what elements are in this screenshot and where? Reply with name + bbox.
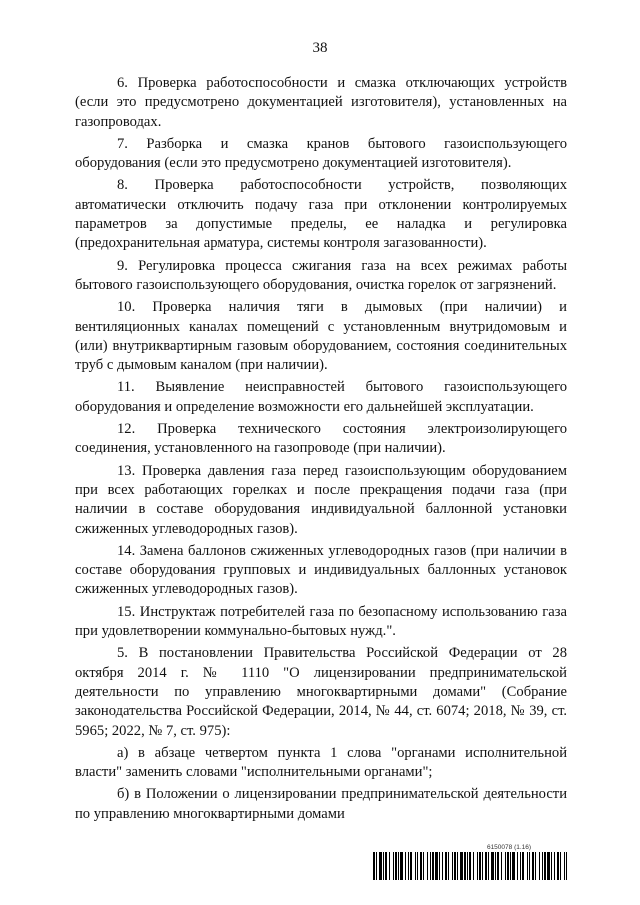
paragraph-item-11: 11. Выявление неисправностей бытового газоиспользующего оборудования и определение возможности его дальнейшей эксплуатации. bbox=[75, 379, 567, 415]
paragraph-item-9: 9. Регулировка процесса сжигания газа на всех режимах работы бытового газоиспользующего оборудования, очистка горелок от загрязнений. bbox=[75, 257, 567, 293]
paragraph-item-7: 7. Разборка и смазка кранов бытового газоиспользующего оборудования (если это предусмотрено документацией изготовителя). bbox=[75, 135, 567, 172]
paragraph-subitem-a: а) в абзаце четвертом пункта 1 слова "органами исполнительной власти" заменить словами "исполнительными органами"; bbox=[75, 744, 567, 781]
paragraph-item-8: 8. Проверка работоспособности устройств, позволяющих автоматически отключить подачу газа при отклонении контролируемых параметров за допустимые пределы, ее наладка и регулировка (предохранительная арматура, системы контроля загазованности). bbox=[75, 177, 567, 252]
paragraph-subitem-b: б) в Положении о лицензировании предпринимательской деятельности по управлению многоквартирными домами bbox=[75, 786, 567, 822]
paragraph-item-12: 12. Проверка технического состояния электроизолирующего соединения, установленного на газопроводе (при наличии). bbox=[75, 421, 567, 457]
paragraph-item-6: 6. Проверка работоспособности и смазка отключающих устройств (если это предусмотрено документацией изготовителя), установленных на газопроводах. bbox=[75, 75, 567, 130]
page-number: 38 bbox=[312, 40, 328, 56]
paragraph-item-15: 15. Инструктаж потребителей газа по безопасному использованию газа при удовлетворении коммунально-бытовых нужд.". bbox=[75, 603, 567, 640]
paragraph-item-10: 10. Проверка наличия тяги в дымовых (при наличии) и вентиляционных каналах помещений с установленным внутридомовым и (или) внутриквартирным газовым оборудованием, состояния соединительных труб с дымовым каналом (при наличии). bbox=[75, 299, 567, 374]
paragraph-section-5: 5. В постановлении Правительства Российской Федерации от 28 октября 2014 г. № 1110 "О лицензировании предпринимательской деятельности по управлению многоквартирными домами" (Собрание законодательства Российской Федерации, 2014, № 44, ст. 6074; 2018, № 39, ст. 5965; 2022, № 7, ст. 975): bbox=[75, 645, 567, 739]
paragraph-item-14: 14. Замена баллонов сжиженных углеводородных газов (при наличии в составе оборудования групповых и индивидуальных баллонных установок сжиженных углеводородных газов). bbox=[75, 542, 567, 598]
barcode-label: 6150078 (1.16) bbox=[486, 844, 532, 851]
document-body bbox=[75, 74, 567, 827]
paragraph-item-13: 13. Проверка давления газа перед газоиспользующим оборудованием при всех работающих горелках и после прекращения подачи газа (при наличии в составе оборудования индивидуальной баллонной установки сжиженных углеводородных газов). bbox=[75, 462, 567, 537]
barcode-icon bbox=[373, 852, 567, 880]
